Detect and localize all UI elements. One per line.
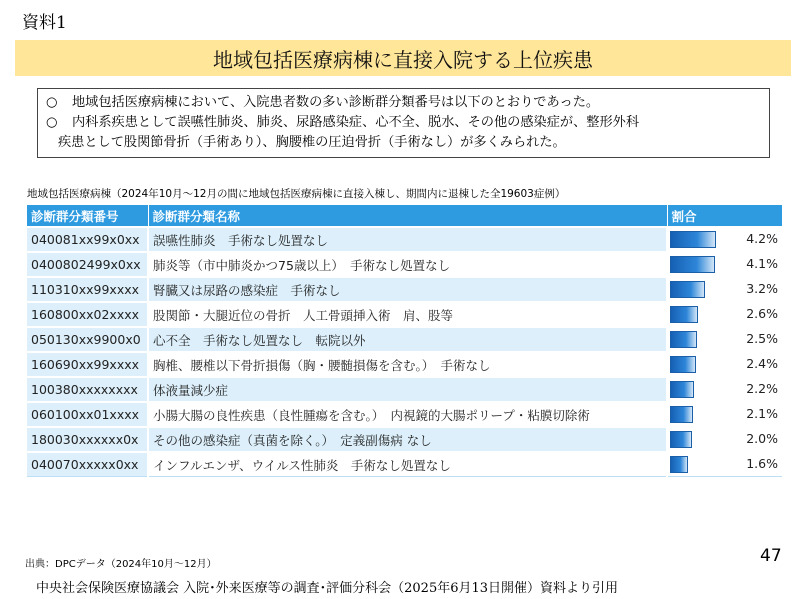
table-row bbox=[27, 377, 782, 402]
cell-ratio bbox=[667, 352, 782, 377]
table-row bbox=[27, 277, 782, 302]
ratio-label: 4.1% bbox=[746, 256, 778, 271]
summary-box bbox=[37, 88, 770, 158]
table-header-row bbox=[27, 205, 782, 227]
cell-name: 心不全 手術なし処置なし 転院以外 bbox=[148, 327, 667, 352]
table-row bbox=[27, 352, 782, 377]
page-number: 47 bbox=[760, 546, 782, 566]
cell-code: 040081xx99x0xx bbox=[27, 227, 148, 252]
cell-code: 060100xx01xxxx bbox=[27, 402, 148, 427]
cell-ratio bbox=[667, 277, 782, 302]
cell-name: 胸椎、腰椎以下骨折損傷（胸・腰髄損傷を含む。） 手術なし bbox=[148, 352, 667, 377]
ratio-label: 2.0% bbox=[746, 431, 778, 446]
cell-ratio bbox=[667, 402, 782, 427]
summary-line-1 bbox=[46, 93, 761, 113]
slide-title bbox=[15, 40, 791, 76]
cell-ratio bbox=[667, 452, 782, 477]
table-row bbox=[27, 427, 782, 452]
table-row bbox=[27, 227, 782, 252]
ratio-label: 2.6% bbox=[746, 306, 778, 321]
ratio-bar bbox=[670, 306, 698, 323]
ratio-bar bbox=[670, 456, 688, 473]
table-row bbox=[27, 302, 782, 327]
cell-name: 肺炎等（市中肺炎かつ75歳以上） 手術なし処置なし bbox=[148, 252, 667, 277]
ratio-label: 1.6% bbox=[746, 456, 778, 471]
ratio-bar bbox=[670, 281, 705, 298]
ratio-label: 2.2% bbox=[746, 381, 778, 396]
summary-text-1: 地域包括医療病棟において、入院患者数の多い診断群分類番号は以下のとおりであった。 bbox=[72, 95, 600, 110]
cell-ratio bbox=[667, 302, 782, 327]
ratio-bar bbox=[670, 406, 693, 423]
cell-name: 誤嚥性肺炎 手術なし処置なし bbox=[148, 227, 667, 252]
cell-code: 040070xxxxx0xx bbox=[27, 452, 148, 477]
cell-code: 110310xx99xxxx bbox=[27, 277, 148, 302]
ratio-label: 3.2% bbox=[746, 281, 778, 296]
cell-name: 股関節・大腿近位の骨折 人工骨頭挿入術 肩、股等 bbox=[148, 302, 667, 327]
cell-ratio bbox=[667, 252, 782, 277]
ratio-bar bbox=[670, 231, 716, 248]
slide-title-text: 地域包括医療病棟に直接入院する上位疾患 bbox=[213, 47, 593, 72]
footer-citation: 中央社会保険医療協議会 入院･外来医療等の調査･評価分科会（2025年6月13日開催）資料より引用 bbox=[36, 581, 619, 596]
table-body bbox=[27, 227, 782, 477]
cell-code: 050130xx9900x0 bbox=[27, 327, 148, 352]
bullet-circle: ○ bbox=[46, 115, 58, 130]
cell-code: 180030xxxxxx0x bbox=[27, 427, 148, 452]
source-note: 出典：DPCデータ（2024年10月～12月） bbox=[25, 559, 217, 570]
cell-code: 160800xx02xxxx bbox=[27, 302, 148, 327]
table-caption: 地域包括医療病棟（2024年10月～12月の間に地域包括医療病棟に直接入棟し、期間内に退棟した全19603症例） bbox=[27, 188, 566, 200]
summary-text-3: 疾患として股関節骨折（手術あり）、胸腰椎の圧迫骨折（手術なし）が多くみられた。 bbox=[58, 135, 566, 150]
ratio-bar bbox=[670, 356, 696, 373]
ratio-bar bbox=[670, 256, 715, 273]
table-row bbox=[27, 402, 782, 427]
table-row bbox=[27, 327, 782, 352]
ratio-label: 2.5% bbox=[746, 331, 778, 346]
document-label: 資料1 bbox=[22, 13, 67, 33]
table-row bbox=[27, 452, 782, 477]
cell-ratio bbox=[667, 227, 782, 252]
cell-ratio bbox=[667, 327, 782, 352]
diagnosis-table bbox=[27, 205, 782, 477]
cell-name: その他の感染症（真菌を除く。） 定義副傷病 なし bbox=[148, 427, 667, 452]
cell-name: インフルエンザ、ウイルス性肺炎 手術なし処置なし bbox=[148, 452, 667, 477]
cell-code: 100380xxxxxxxx bbox=[27, 377, 148, 402]
ratio-bar bbox=[670, 381, 694, 398]
ratio-bar bbox=[670, 331, 697, 348]
summary-line-2 bbox=[46, 113, 761, 133]
header-ratio: 割合 bbox=[667, 205, 782, 227]
summary-text-2: 内科系疾患として誤嚥性肺炎、肺炎、尿路感染症、心不全、脱水、その他の感染症が、整形外科 bbox=[72, 115, 640, 130]
header-code: 診断群分類番号 bbox=[27, 205, 148, 227]
ratio-label: 4.2% bbox=[746, 231, 778, 246]
cell-ratio bbox=[667, 377, 782, 402]
cell-name: 腎臓又は尿路の感染症 手術なし bbox=[148, 277, 667, 302]
cell-name: 体液量減少症 bbox=[148, 377, 667, 402]
header-name: 診断群分類名称 bbox=[148, 205, 667, 227]
cell-ratio bbox=[667, 427, 782, 452]
cell-code: 160690xx99xxxx bbox=[27, 352, 148, 377]
cell-code: 0400802499x0xx bbox=[27, 252, 148, 277]
ratio-bar bbox=[670, 431, 692, 448]
ratio-label: 2.4% bbox=[746, 356, 778, 371]
cell-name: 小腸大腸の良性疾患（良性腫瘍を含む。） 内視鏡的大腸ポリープ・粘膜切除術 bbox=[148, 402, 667, 427]
ratio-label: 2.1% bbox=[746, 406, 778, 421]
table-row bbox=[27, 252, 782, 277]
bullet-circle: ○ bbox=[46, 95, 58, 110]
